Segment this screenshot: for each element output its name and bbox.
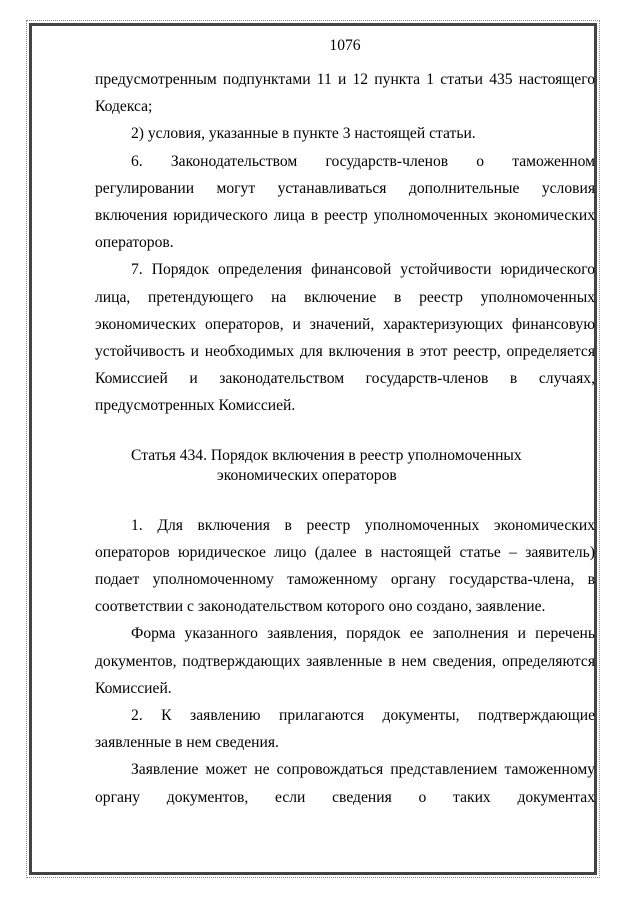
paragraph: предусмотренным подпунктами 11 и 12 пункта 1 статьи 435 настоящего Кодекса; bbox=[95, 71, 595, 116]
paragraph: Форма указанного заявления, порядок ее заполнения и перечень документов, подтверждающих заявленные в нем сведения, определяются Комиссией. bbox=[95, 625, 595, 697]
paragraph: 7. Порядок определения финансовой устойчивости юридического лица, претендующего на включение в реестр уполномоченных экономических операторов, и значений, характеризующих финансовую устойчивость и необходимых для включения в этот реестр, определяется Комиссией и законодательством государств-членов в случаях, предусмотренных Комиссией. bbox=[95, 261, 595, 415]
page-number: 1076 bbox=[329, 37, 361, 54]
paragraph: 2) условия, указанные в пункте 3 настоящей статьи. bbox=[131, 125, 476, 143]
article-heading-line: экономических операторов bbox=[217, 466, 397, 484]
paragraph: 1. Для включения в реестр уполномоченных экономических операторов юридическое лицо (далее в настоящей статье – заявитель) подает уполномоченному таможенному органу государства-члена, в соответствии с законодательством которого оно создано, заявление. bbox=[95, 516, 595, 616]
paragraph: Заявление может не сопровождаться представлением таможенному органу документов, если сведения о таких документах bbox=[95, 761, 595, 806]
article-heading-line: Статья 434. Порядок включения в реестр уполномоченных bbox=[131, 446, 522, 464]
paragraph: 6. Законодательством государств-членов о таможенном регулировании могут устанавливаться дополнительные условия включения юридического лица в реестр уполномоченных экономических операторов. bbox=[95, 152, 595, 252]
paragraph: 2. К заявлению прилагаются документы, подтверждающие заявленные в нем сведения. bbox=[95, 707, 595, 752]
article-heading bbox=[95, 446, 595, 486]
document-page bbox=[95, 36, 595, 811]
